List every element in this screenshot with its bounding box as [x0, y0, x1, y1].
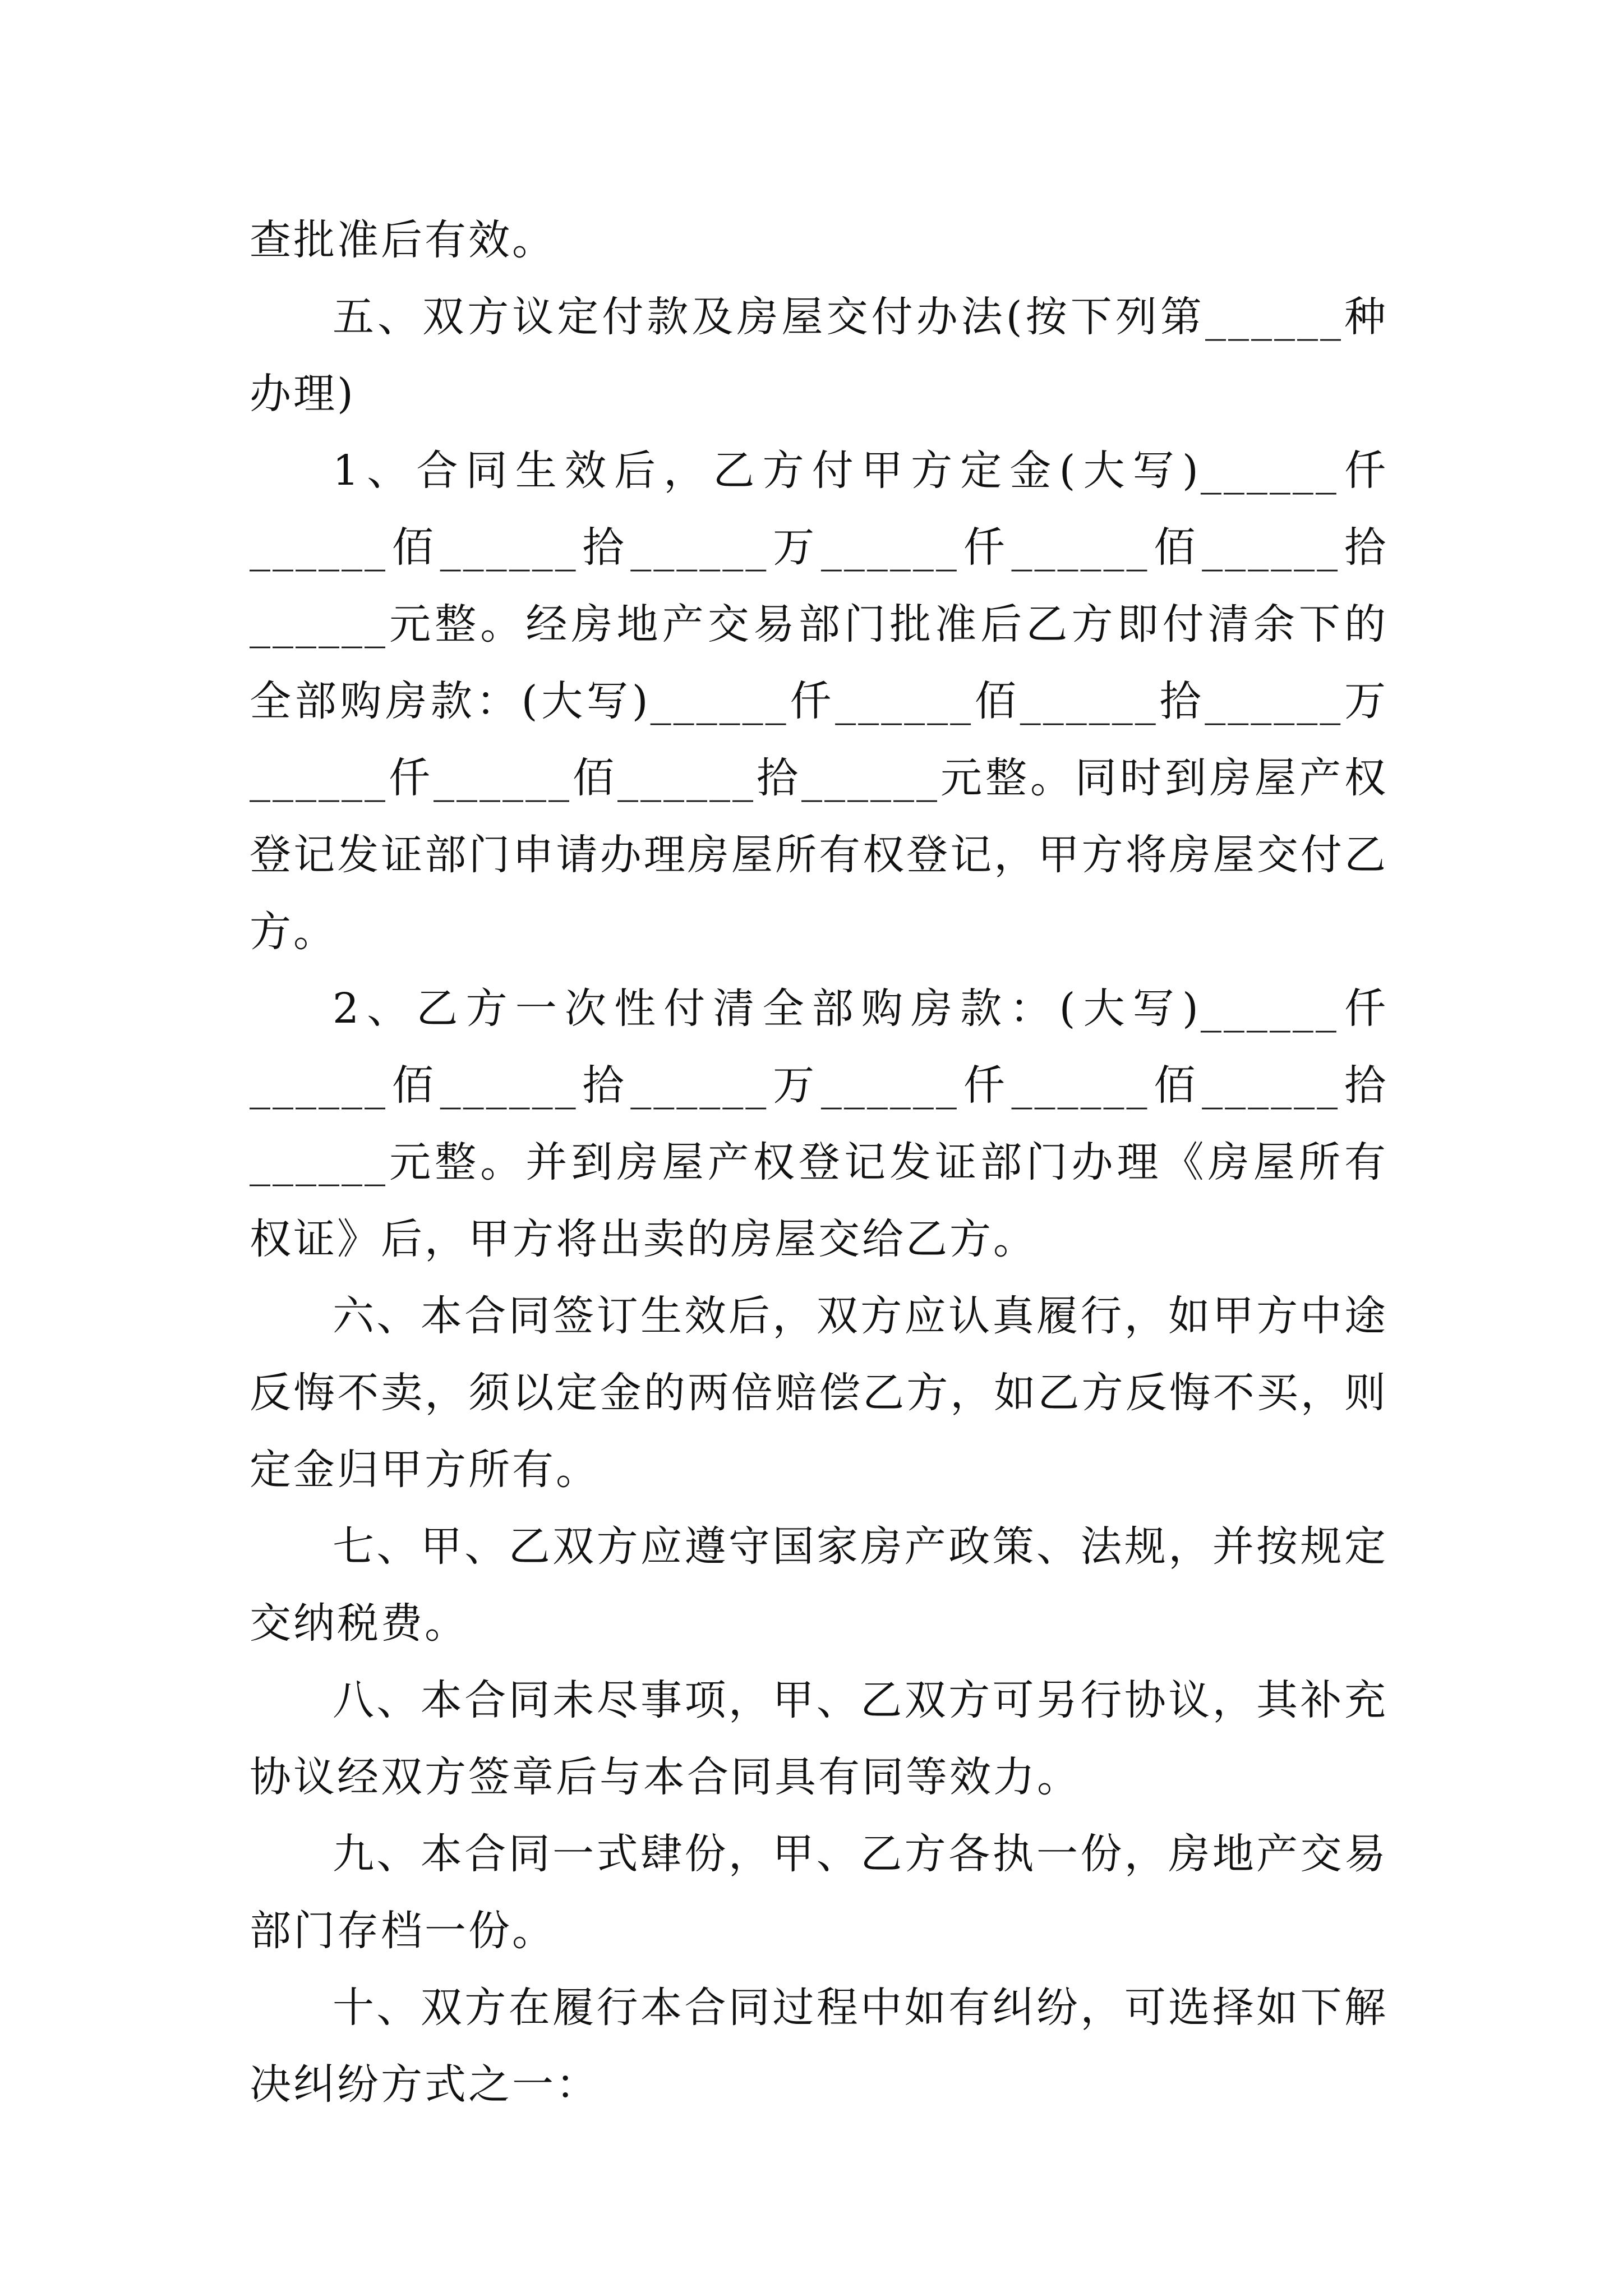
paragraph-clause-9-copies: 九、本合同一式肆份，甲、乙方各执一份，房地产交易部门存档一份。 [250, 1830, 1388, 1955]
paragraph-clause-5-option-1: 1、合同生效后，乙方付甲方定金(大写)______仟______佰______拾______万______仟______佰______拾______元整。经房地产交易部门批准后乙方即付清余下的全部购房款：(大写)______仟______佰______拾______万______仟______佰______拾______元整。同时到房屋产权登记发证部门申请办理房屋所有权登记，甲方将房屋交付乙方。 [250, 447, 1388, 956]
paragraph-clause-10-disputes: 十、双方在履行本合同过程中如有纠纷，可选择如下解决纠纷方式之一： [250, 1984, 1388, 2109]
paragraph-clause-7-taxes: 七、甲、乙双方应遵守国家房产政策、法规，并按规定交纳税费。 [250, 1522, 1388, 1648]
paragraph-approval-effective: 查批准后有效。 [250, 216, 556, 264]
paragraph-clause-8-supplement: 八、本合同未尽事项，甲、乙双方可另行协议，其补充协议经双方签章后与本合同具有同等效力。 [250, 1676, 1388, 1801]
document-body [250, 202, 1388, 2123]
paragraph-clause-5-payment-method: 五、双方议定付款及房屋交付办法(按下列第______种办理) [250, 293, 1388, 418]
paragraph-clause-6-breach: 六、本合同签订生效后，双方应认真履行，如甲方中途反悔不卖，须以定金的两倍赔偿乙方，如乙方反悔不买，则定金归甲方所有。 [250, 1292, 1388, 1494]
paragraph-clause-5-option-2: 2、乙方一次性付清全部购房款：(大写)______仟______佰______拾______万______仟______佰______拾______元整。并到房屋产权登记发证部门办理《房屋所有权证》后，甲方将出卖的房屋交给乙方。 [250, 984, 1388, 1263]
